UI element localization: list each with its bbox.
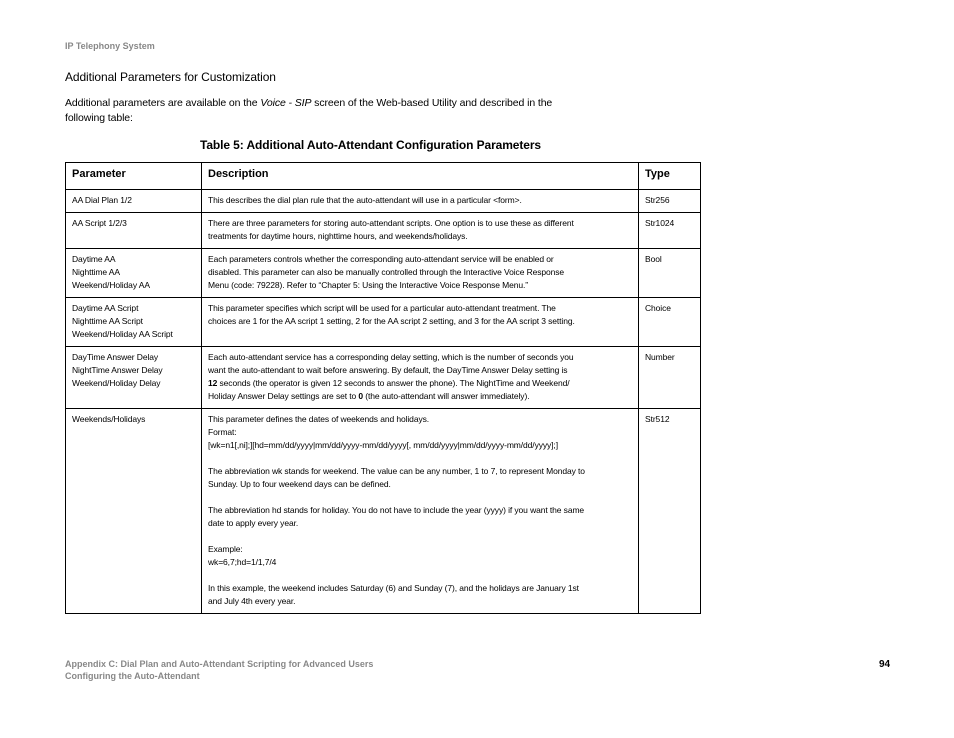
param-name: AA Dial Plan 1/2 — [72, 195, 132, 205]
description-line: This parameter specifies which script will be used for a particular auto-attendant treatment. The — [208, 303, 556, 313]
footer-section: Configuring the Auto-Attendant — [65, 671, 200, 681]
description-line: Sunday. Up to four weekend days can be defined. — [208, 479, 391, 489]
description-line: Format: — [208, 427, 237, 437]
param-name: DayTime Answer Delay — [72, 352, 159, 362]
description-cell — [202, 213, 639, 249]
column-header-type: Type — [639, 163, 701, 190]
param-name: Weekends/Holidays — [72, 414, 146, 424]
param-name: NightTime Answer Delay — [72, 365, 163, 375]
table-row — [66, 249, 701, 298]
page-number: 94 — [879, 659, 891, 670]
intro-text-before: Additional parameters are available on the — [65, 97, 261, 109]
description-text: (the auto-attendant will answer immediately). — [363, 391, 530, 401]
description-line: date to apply every year. — [208, 518, 299, 528]
column-header-description: Description — [202, 163, 639, 190]
description-text: Holiday Answer Delay settings are set to — [208, 391, 359, 401]
spacer — [208, 530, 632, 543]
table-row — [66, 347, 701, 409]
param-name: Weekend/Holiday AA Script — [72, 329, 173, 339]
table-row — [66, 298, 701, 347]
param-name: Daytime AA Script — [72, 303, 139, 313]
type-cell: Number — [639, 347, 701, 409]
table-caption: Table 5: Additional Auto-Attendant Configuration Parameters — [200, 138, 541, 152]
column-header-parameter: Parameter — [66, 163, 202, 190]
example-value: wk=6,7;hd=1/1,7/4 — [208, 557, 277, 567]
intro-text-after: screen of the Web-based Utility and described in the following table: — [65, 97, 553, 124]
bold-value: 0 — [358, 391, 364, 401]
spacer — [208, 569, 632, 582]
param-cell — [66, 298, 202, 347]
description-line: Each parameters controls whether the corresponding auto-attendant service will be enabled or — [208, 254, 554, 264]
parameters-table — [65, 162, 701, 614]
description-line: want the auto-attendant to wait before answering. By default, the DayTime Answer Delay setting is — [208, 365, 568, 375]
param-name: Daytime AA — [72, 254, 116, 264]
intro-emphasis: Voice - SIP — [260, 97, 312, 109]
type-cell: Str512 — [639, 409, 701, 614]
table-row — [66, 213, 701, 249]
param-name: Nighttime AA — [72, 267, 120, 277]
description-line: The abbreviation hd stands for holiday. You do not have to include the year (yyyy) if you want the same — [208, 505, 585, 515]
type-cell: Bool — [639, 249, 701, 298]
description-line: This describes the dial plan rule that the auto-attendant will use in a particular <form>. — [208, 195, 522, 205]
description-line: disabled. This parameter can also be manually controlled through the Interactive Voice Response — [208, 267, 565, 277]
description-cell — [202, 249, 639, 298]
bold-value: 12 — [208, 378, 218, 388]
format-syntax: [wk=n1[,ni];][hd=mm/dd/yyyy|mm/dd/yyyy-mm/dd/yyyy[, mm/dd/yyyy|mm/dd/yyyy-mm/dd/yyyy];] — [208, 440, 558, 450]
description-line: choices are 1 for the AA script 1 setting, 2 for the AA script 2 setting, and 3 for the AA script 3 setting. — [208, 316, 575, 326]
table-row — [66, 409, 701, 614]
param-cell — [66, 409, 202, 614]
description-cell — [202, 298, 639, 347]
description-line: Each auto-attendant service has a corresponding delay setting, which is the number of seconds you — [208, 352, 574, 362]
param-cell — [66, 347, 202, 409]
type-cell: Choice — [639, 298, 701, 347]
description-line: There are three parameters for storing auto-attendant scripts. One option is to use these as different — [208, 218, 574, 228]
spacer — [208, 491, 632, 504]
description-cell — [202, 409, 639, 614]
description-line: Example: — [208, 544, 243, 554]
description-line — [208, 390, 632, 403]
description-cell — [202, 190, 639, 213]
param-name: Weekend/Holiday AA — [72, 280, 150, 290]
param-name: Weekend/Holiday Delay — [72, 378, 161, 388]
param-cell — [66, 190, 202, 213]
type-cell: Str1024 — [639, 213, 701, 249]
description-line — [208, 377, 632, 390]
table-row — [66, 190, 701, 213]
param-cell — [66, 213, 202, 249]
description-line: In this example, the weekend includes Saturday (6) and Sunday (7), and the holidays are January 1st — [208, 583, 579, 593]
footer — [65, 658, 373, 682]
description-line: The abbreviation wk stands for weekend. The value can be any number, 1 to 7, to represent Monday to — [208, 466, 585, 476]
description-line: treatments for daytime hours, nighttime hours, and weekends/holidays. — [208, 231, 468, 241]
description-line: and July 4th every year. — [208, 596, 296, 606]
type-cell: Str256 — [639, 190, 701, 213]
footer-chapter: Appendix C: Dial Plan and Auto-Attendant Scripting for Advanced Users — [65, 659, 374, 669]
intro-paragraph — [65, 96, 585, 126]
section-title: Additional Parameters for Customization — [65, 70, 276, 84]
description-line: This parameter defines the dates of weekends and holidays. — [208, 414, 430, 424]
description-cell — [202, 347, 639, 409]
param-name: AA Script 1/2/3 — [72, 218, 127, 228]
description-line: Menu (code: 79228). Refer to “Chapter 5: Using the Interactive Voice Response Menu.” — [208, 280, 528, 290]
param-name: Nighttime AA Script — [72, 316, 143, 326]
table-header-row — [66, 163, 701, 190]
description-text: seconds (the operator is given 12 seconds to answer the phone). The NightTime and Weekend/ — [217, 378, 570, 388]
spacer — [208, 452, 632, 465]
param-cell — [66, 249, 202, 298]
running-header: IP Telephony System — [65, 41, 155, 51]
